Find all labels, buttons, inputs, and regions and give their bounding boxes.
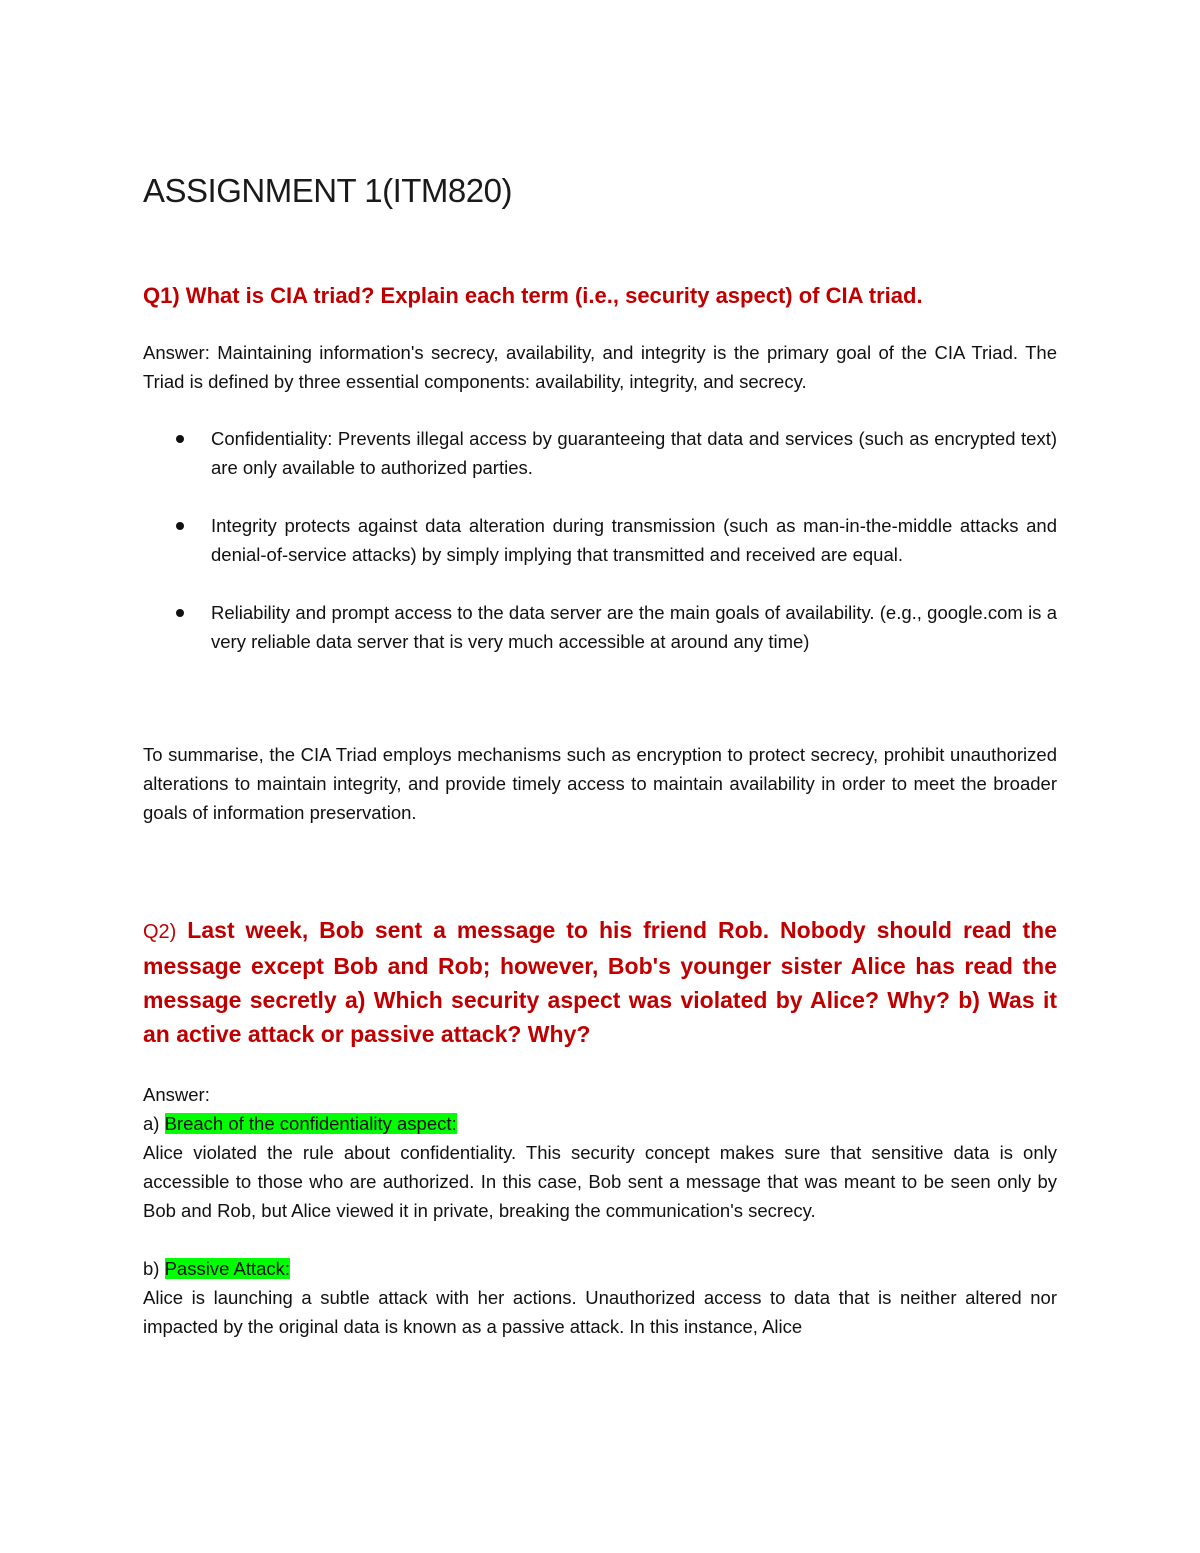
q2-number: Q2) — [143, 921, 177, 943]
part-a-prefix: a) — [143, 1113, 165, 1134]
list-item — [143, 424, 1057, 482]
paragraph-spacer — [143, 1225, 1057, 1254]
bullet-icon — [176, 435, 184, 443]
bullet-icon — [176, 522, 184, 530]
bullet-text-confidentiality: Confidentiality: Prevents illegal access by guaranteeing that data and services (such as encrypted text) are only available to authorized parties. — [211, 428, 1057, 478]
part-a-highlight: Breach of the confidentiality aspect: — [164, 1113, 457, 1134]
part-b-highlight: Passive Attack: — [164, 1258, 291, 1279]
q1-answer-intro: Answer: Maintaining information's secrecy, availability, and integrity is the primary goal of the CIA Triad. The Triad is defined by three essential components: availability, integrity, and secrecy. — [143, 342, 1057, 392]
bullet-text-availability: Reliability and prompt access to the data server are the main goals of availability. (e.g., google.com is a very reliable data server that is very much accessible at around any time) — [211, 602, 1057, 652]
list-item — [143, 511, 1057, 569]
q1-heading — [143, 279, 923, 313]
q1-question: What is CIA triad? Explain each term (i.e., security aspect) of CIA triad. — [179, 283, 923, 308]
bullet-icon — [176, 609, 184, 617]
list-item — [143, 598, 1057, 656]
q1-summary: To summarise, the CIA Triad employs mechanisms such as encryption to protect secrecy, prohibit unauthorized alterations to maintain integrity, and provide timely access to maintain availability in order to meet the broader goals of information preservation. — [143, 744, 1057, 823]
q2-question: Last week, Bob sent a message to his friend Rob. Nobody should read the message except Bob and Rob; however, Bob's younger sister Alice has read the message secretly a) Which security aspect was violated by Alice? Why? b) Was it an active attack or passive attack? Why? — [143, 917, 1057, 1047]
cia-bullet-list — [143, 424, 1057, 685]
part-a-text: Alice violated the rule about confidentiality. This security concept makes sure that sensitive data is only accessible to those who are authorized. In this case, Bob sent a message that was meant to be seen only by Bob and Rob, but Alice viewed it in private, breaking the communication's secrecy. — [143, 1142, 1057, 1221]
q2-answer-label: Answer: — [143, 1084, 210, 1105]
part-b-heading-line — [143, 1254, 1057, 1283]
part-b-prefix: b) — [143, 1258, 165, 1279]
q2-answer — [143, 1080, 1057, 1341]
document-title: ASSIGNMENT 1(ITM820) — [143, 172, 512, 209]
q1-number: Q1) — [143, 283, 180, 308]
part-a-heading-line — [143, 1109, 1057, 1138]
part-b-text: Alice is launching a subtle attack with her actions. Unauthorized access to data that is neither altered nor impacted by the original data is known as a passive attack. In this instance, Alice — [143, 1287, 1057, 1337]
q2-heading — [143, 913, 1057, 1051]
bullet-text-integrity: Integrity protects against data alteration during transmission (such as man-in-the-middle attacks and denial-of-service attacks) by simply implying that transmitted and received are equal. — [211, 515, 1057, 565]
